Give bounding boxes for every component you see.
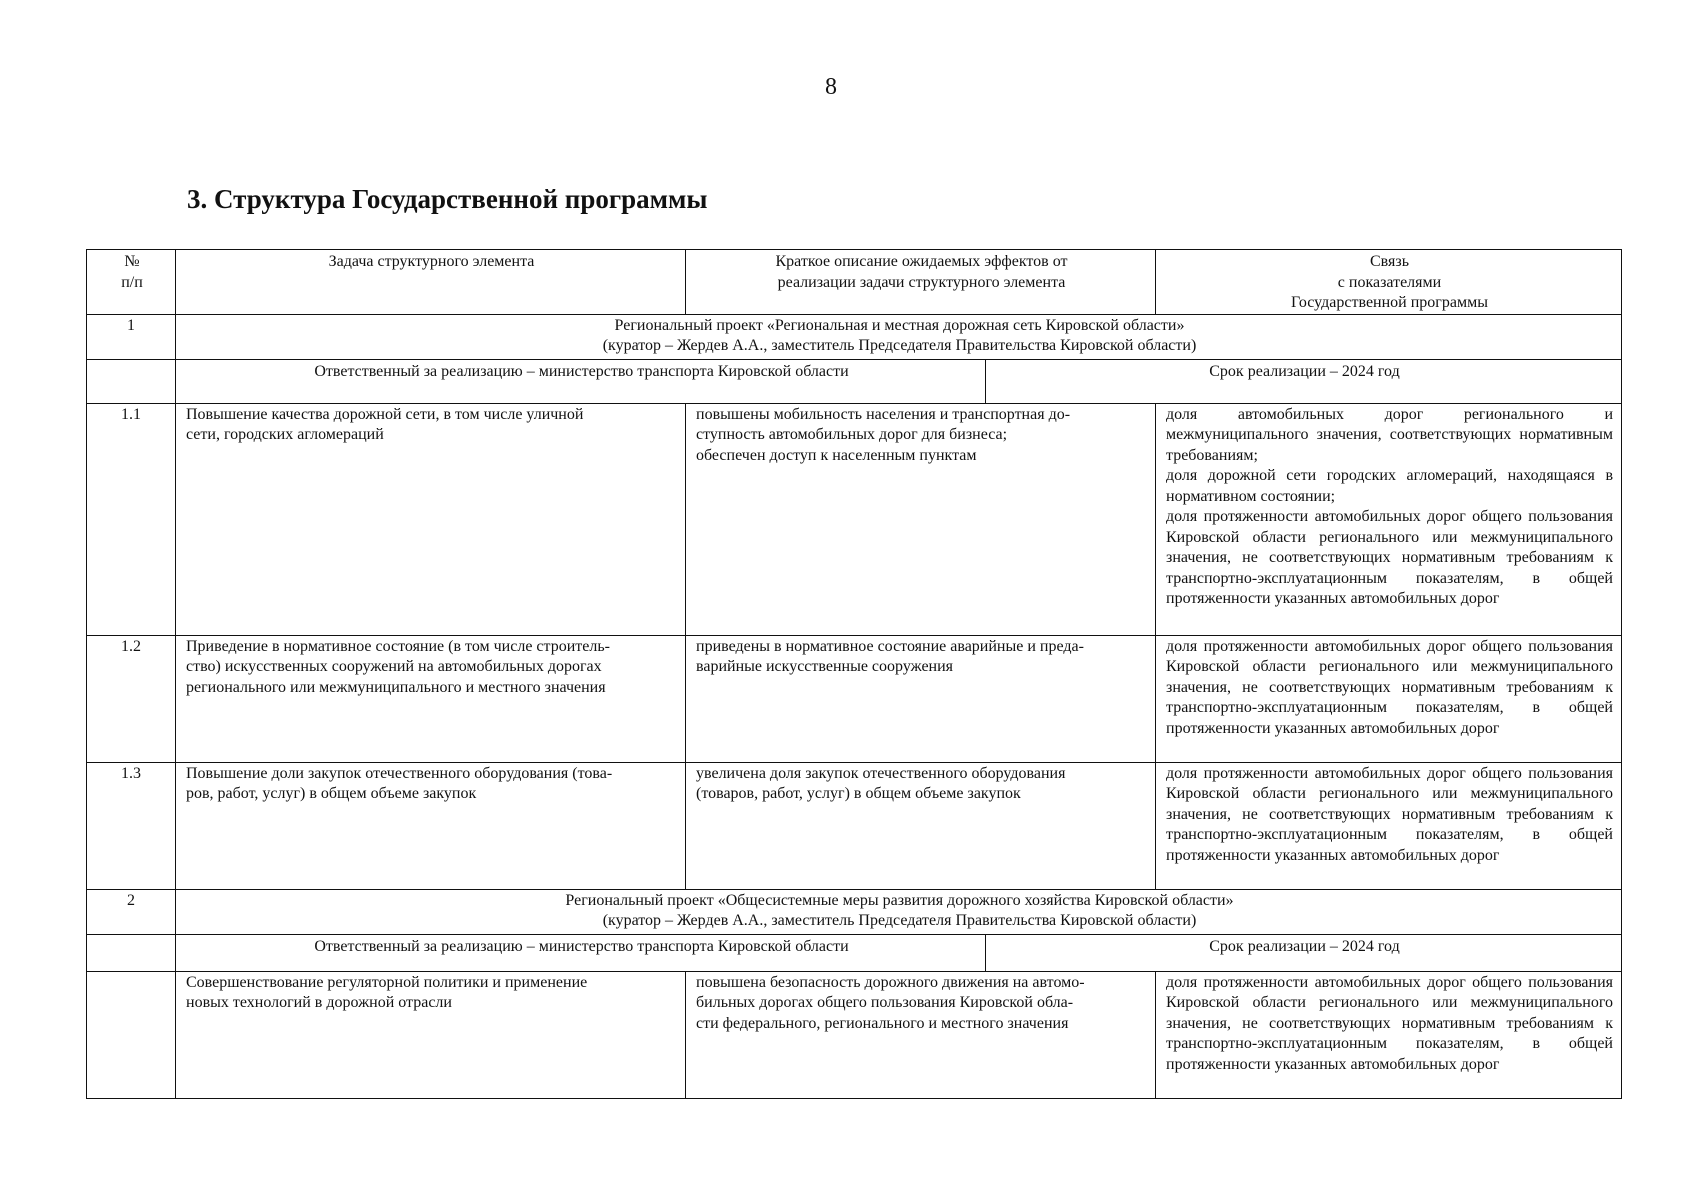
row-number: 1.1: [87, 403, 176, 635]
section-number: 1: [87, 314, 176, 359]
table-row: [87, 971, 1622, 1098]
section-title-row: [87, 889, 1622, 934]
section-responsible: Ответственный за реализацию – министерство транспорта Кировской области: [176, 934, 986, 971]
header-task: Задача структурного элемента: [176, 250, 686, 315]
row-number: 1.2: [87, 635, 176, 762]
row-task: Приведение в нормативное состояние (в том числе строитель- ство) искусственных сооружений на автомобильных дорогах регионального или межмуниципального и местного значения: [176, 635, 686, 762]
section-title: 3. Структура Государственной программы: [187, 184, 708, 214]
table-row: [87, 403, 1622, 635]
section-deadline: Срок реализации – 2024 год: [986, 359, 1622, 403]
empty-cell: [87, 934, 176, 971]
header-link: Связь с показателями Государственной программы: [1156, 250, 1622, 315]
section-project-title: Региональный проект «Общесистемные меры развития дорожного хозяйства Кировской области»: [565, 891, 1234, 909]
table-row: [87, 635, 1622, 762]
row-effects: повышена безопасность дорожного движения на автомо- бильных дорогах общего пользования Кировской обла- сти федерального, регионального и местного значения: [686, 971, 1156, 1098]
structure-table: [86, 249, 1622, 1099]
row-task: Повышение качества дорожной сети, в том числе уличной сети, городских агломераций: [176, 403, 686, 635]
row-effects: повышены мобильность населения и транспортная до- ступность автомобильных дорог для бизнеса; обеспечен доступ к населенным пунктам: [686, 403, 1156, 635]
row-task: Повышение доли закупок отечественного оборудования (това- ров, работ, услуг) в общем объеме закупок: [176, 762, 686, 889]
section-title-row: [87, 314, 1622, 359]
row-number: 1.3: [87, 762, 176, 889]
row-link: доля автомобильных дорог регионального и межмуниципального значения, соответствующих нормативным требованиям; доля дорожной сети городских агломераций, находящаяся в нормативном состоянии; доля протяженности автомобильных дорог общего пользования Кировской области регионального или межмуниципального значения, не соответствующих нормативным требованиям к транспортно-эксплуатационным показателям, в общей протяженности указанных автомобильных дорог: [1156, 403, 1622, 635]
row-link: доля протяженности автомобильных дорог общего пользования Кировской области регионального или межмуниципального значения, не соответствующих нормативным требованиям к транспортно-эксплуатационным показателям, в общей протяженности указанных автомобильных дорог: [1156, 762, 1622, 889]
header-effects: Краткое описание ожидаемых эффектов от реализации задачи структурного элемента: [686, 250, 1156, 315]
row-effects: приведены в нормативное состояние аварийные и преда- варийные искусственные сооружения: [686, 635, 1156, 762]
section-deadline: Срок реализации – 2024 год: [986, 934, 1622, 971]
row-link: доля протяженности автомобильных дорог общего пользования Кировской области регионального или межмуниципального значения, не соответствующих нормативным требованиям к транспортно-эксплуатационным показателям, в общей протяженности указанных автомобильных дорог: [1156, 635, 1622, 762]
row-link: доля протяженности автомобильных дорог общего пользования Кировской области регионального или межмуниципального значения, не соответствующих нормативным требованиям к транспортно-эксплуатационным показателям, в общей протяженности указанных автомобильных дорог: [1156, 971, 1622, 1098]
table-row: [87, 762, 1622, 889]
section-curator: (куратор – Жердев А.А., заместитель Председателя Правительства Кировской области): [602, 912, 1197, 929]
section-responsible: Ответственный за реализацию – министерство транспорта Кировской области: [176, 359, 986, 403]
row-effects: увеличена доля закупок отечественного оборудования (товаров, работ, услуг) в общем объеме закупок: [686, 762, 1156, 889]
section-meta-row: [87, 934, 1622, 971]
table-header-row: [87, 250, 1622, 315]
row-task: Совершенствование регуляторной политики и применение новых технологий в дорожной отрасли: [176, 971, 686, 1098]
header-num: № п/п: [87, 250, 176, 315]
section-curator: (куратор – Жердев А.А., заместитель Председателя Правительства Кировской области): [602, 337, 1197, 354]
row-number: [87, 971, 176, 1098]
page-number: 8: [825, 74, 837, 100]
section-number: 2: [87, 889, 176, 934]
section-meta-row: [87, 359, 1622, 403]
empty-cell: [87, 359, 176, 403]
section-project-title: Региональный проект «Региональная и местная дорожная сеть Кировской области»: [614, 316, 1185, 334]
